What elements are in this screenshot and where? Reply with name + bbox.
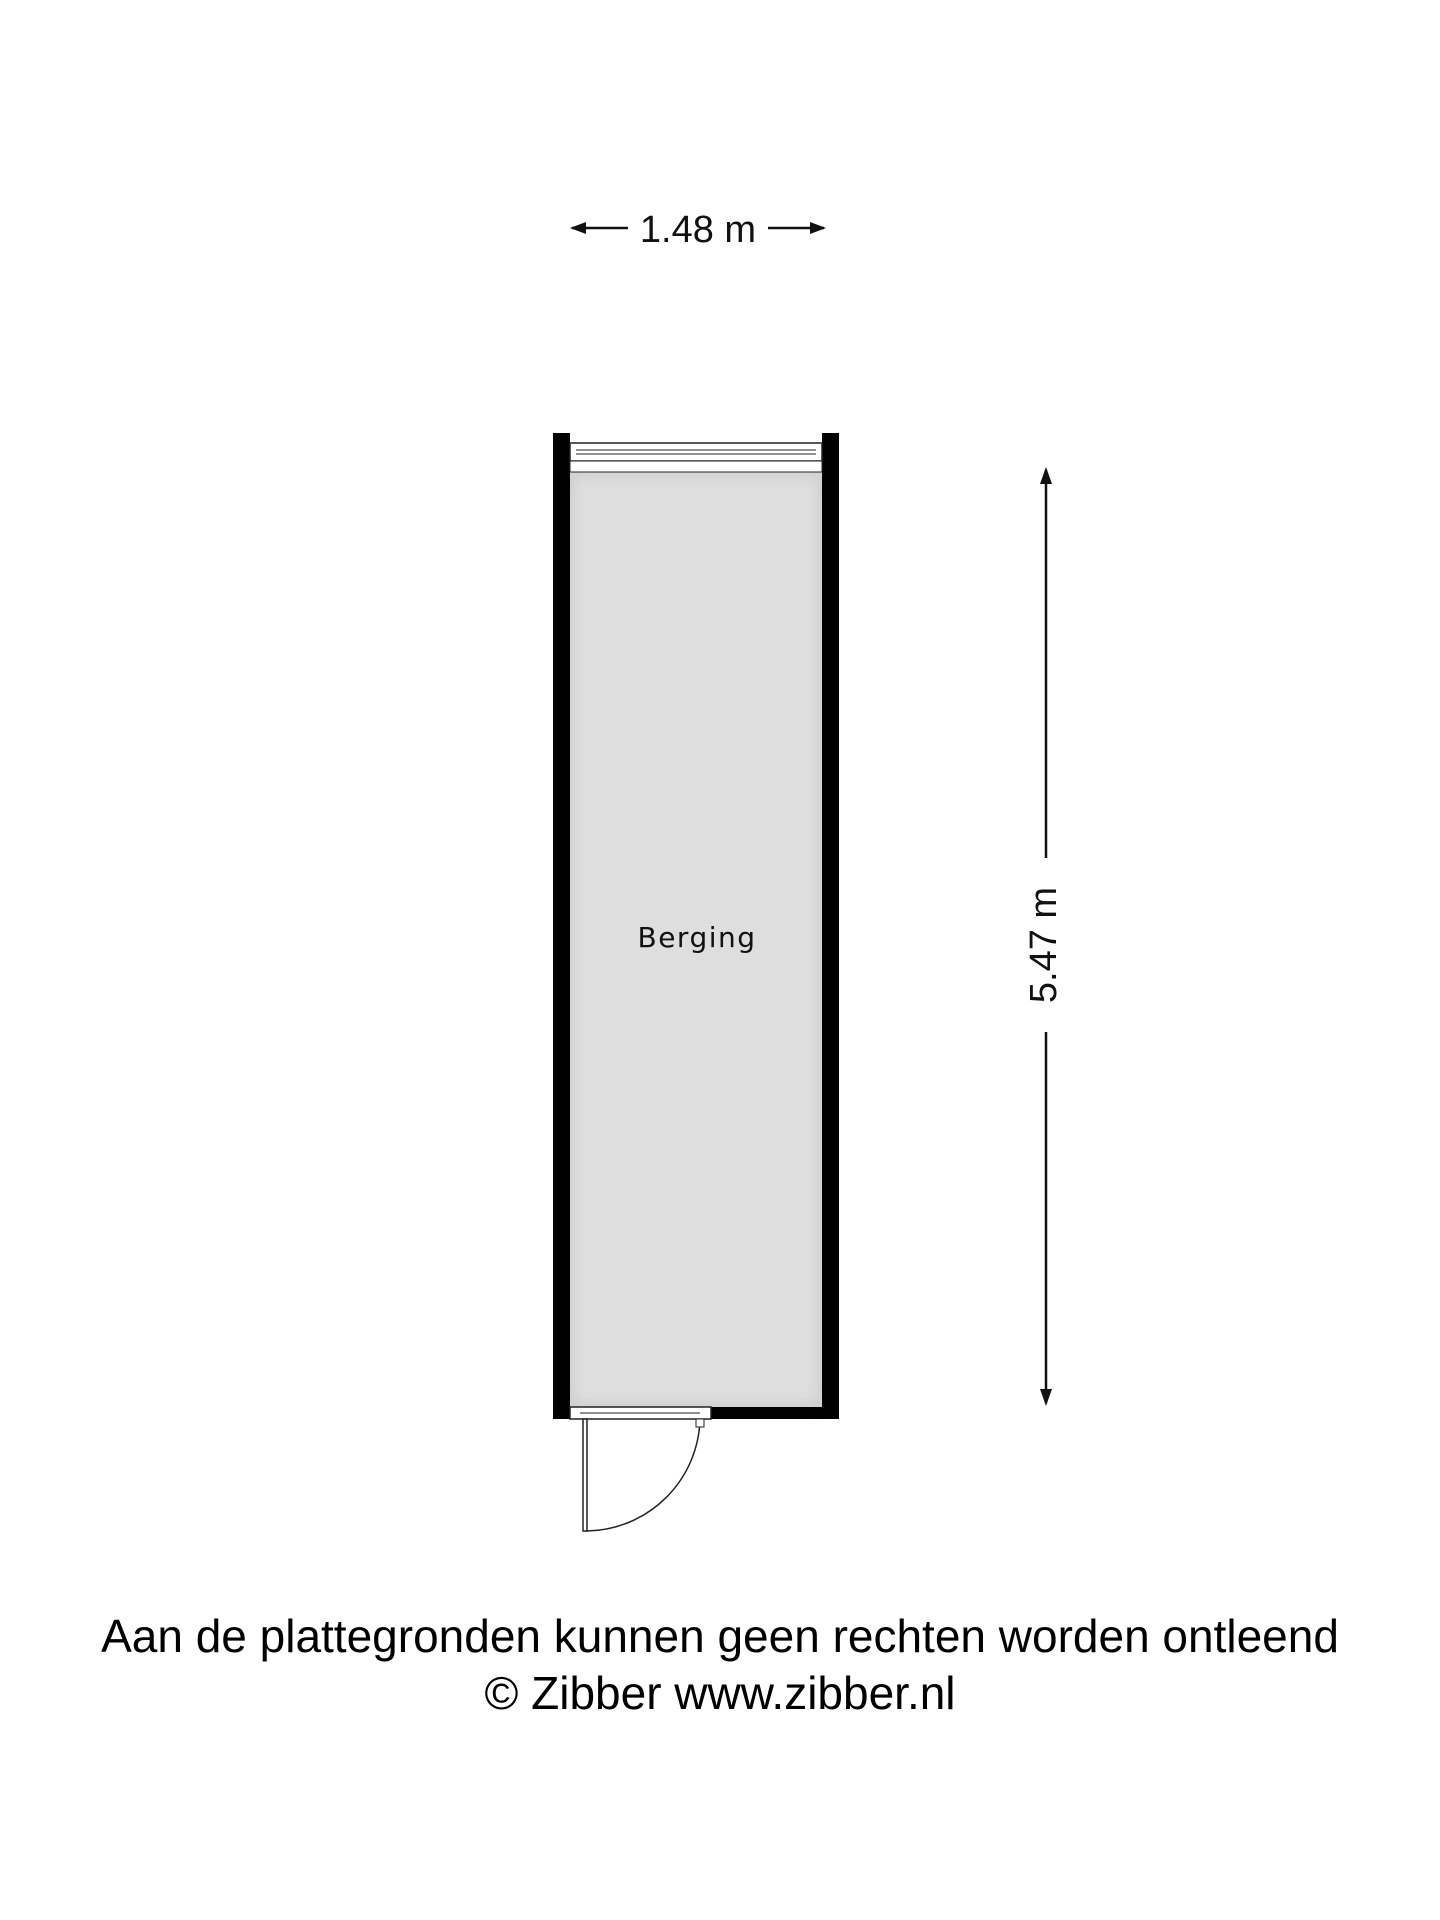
wall-left [553,433,570,1419]
disclaimer-text: Aan de plattegronden kunnen geen rechten worden ontleend [101,1610,1339,1662]
copyright-text: © Zibber www.zibber.nl [484,1667,956,1719]
wall-bottom-right [711,1407,839,1419]
door-swing-arc [587,1419,700,1531]
window-top [570,443,822,472]
height-dimension [1023,467,1065,1406]
room-label: Berging [637,921,757,954]
height-label: 5.47 m [1023,886,1066,1004]
wall-right [822,433,839,1419]
width-dimension [570,209,826,251]
width-label: 1.48 m [639,209,757,251]
wall-top-left [553,433,570,472]
door-leaf [583,1419,587,1531]
door-bottom [570,1407,711,1531]
